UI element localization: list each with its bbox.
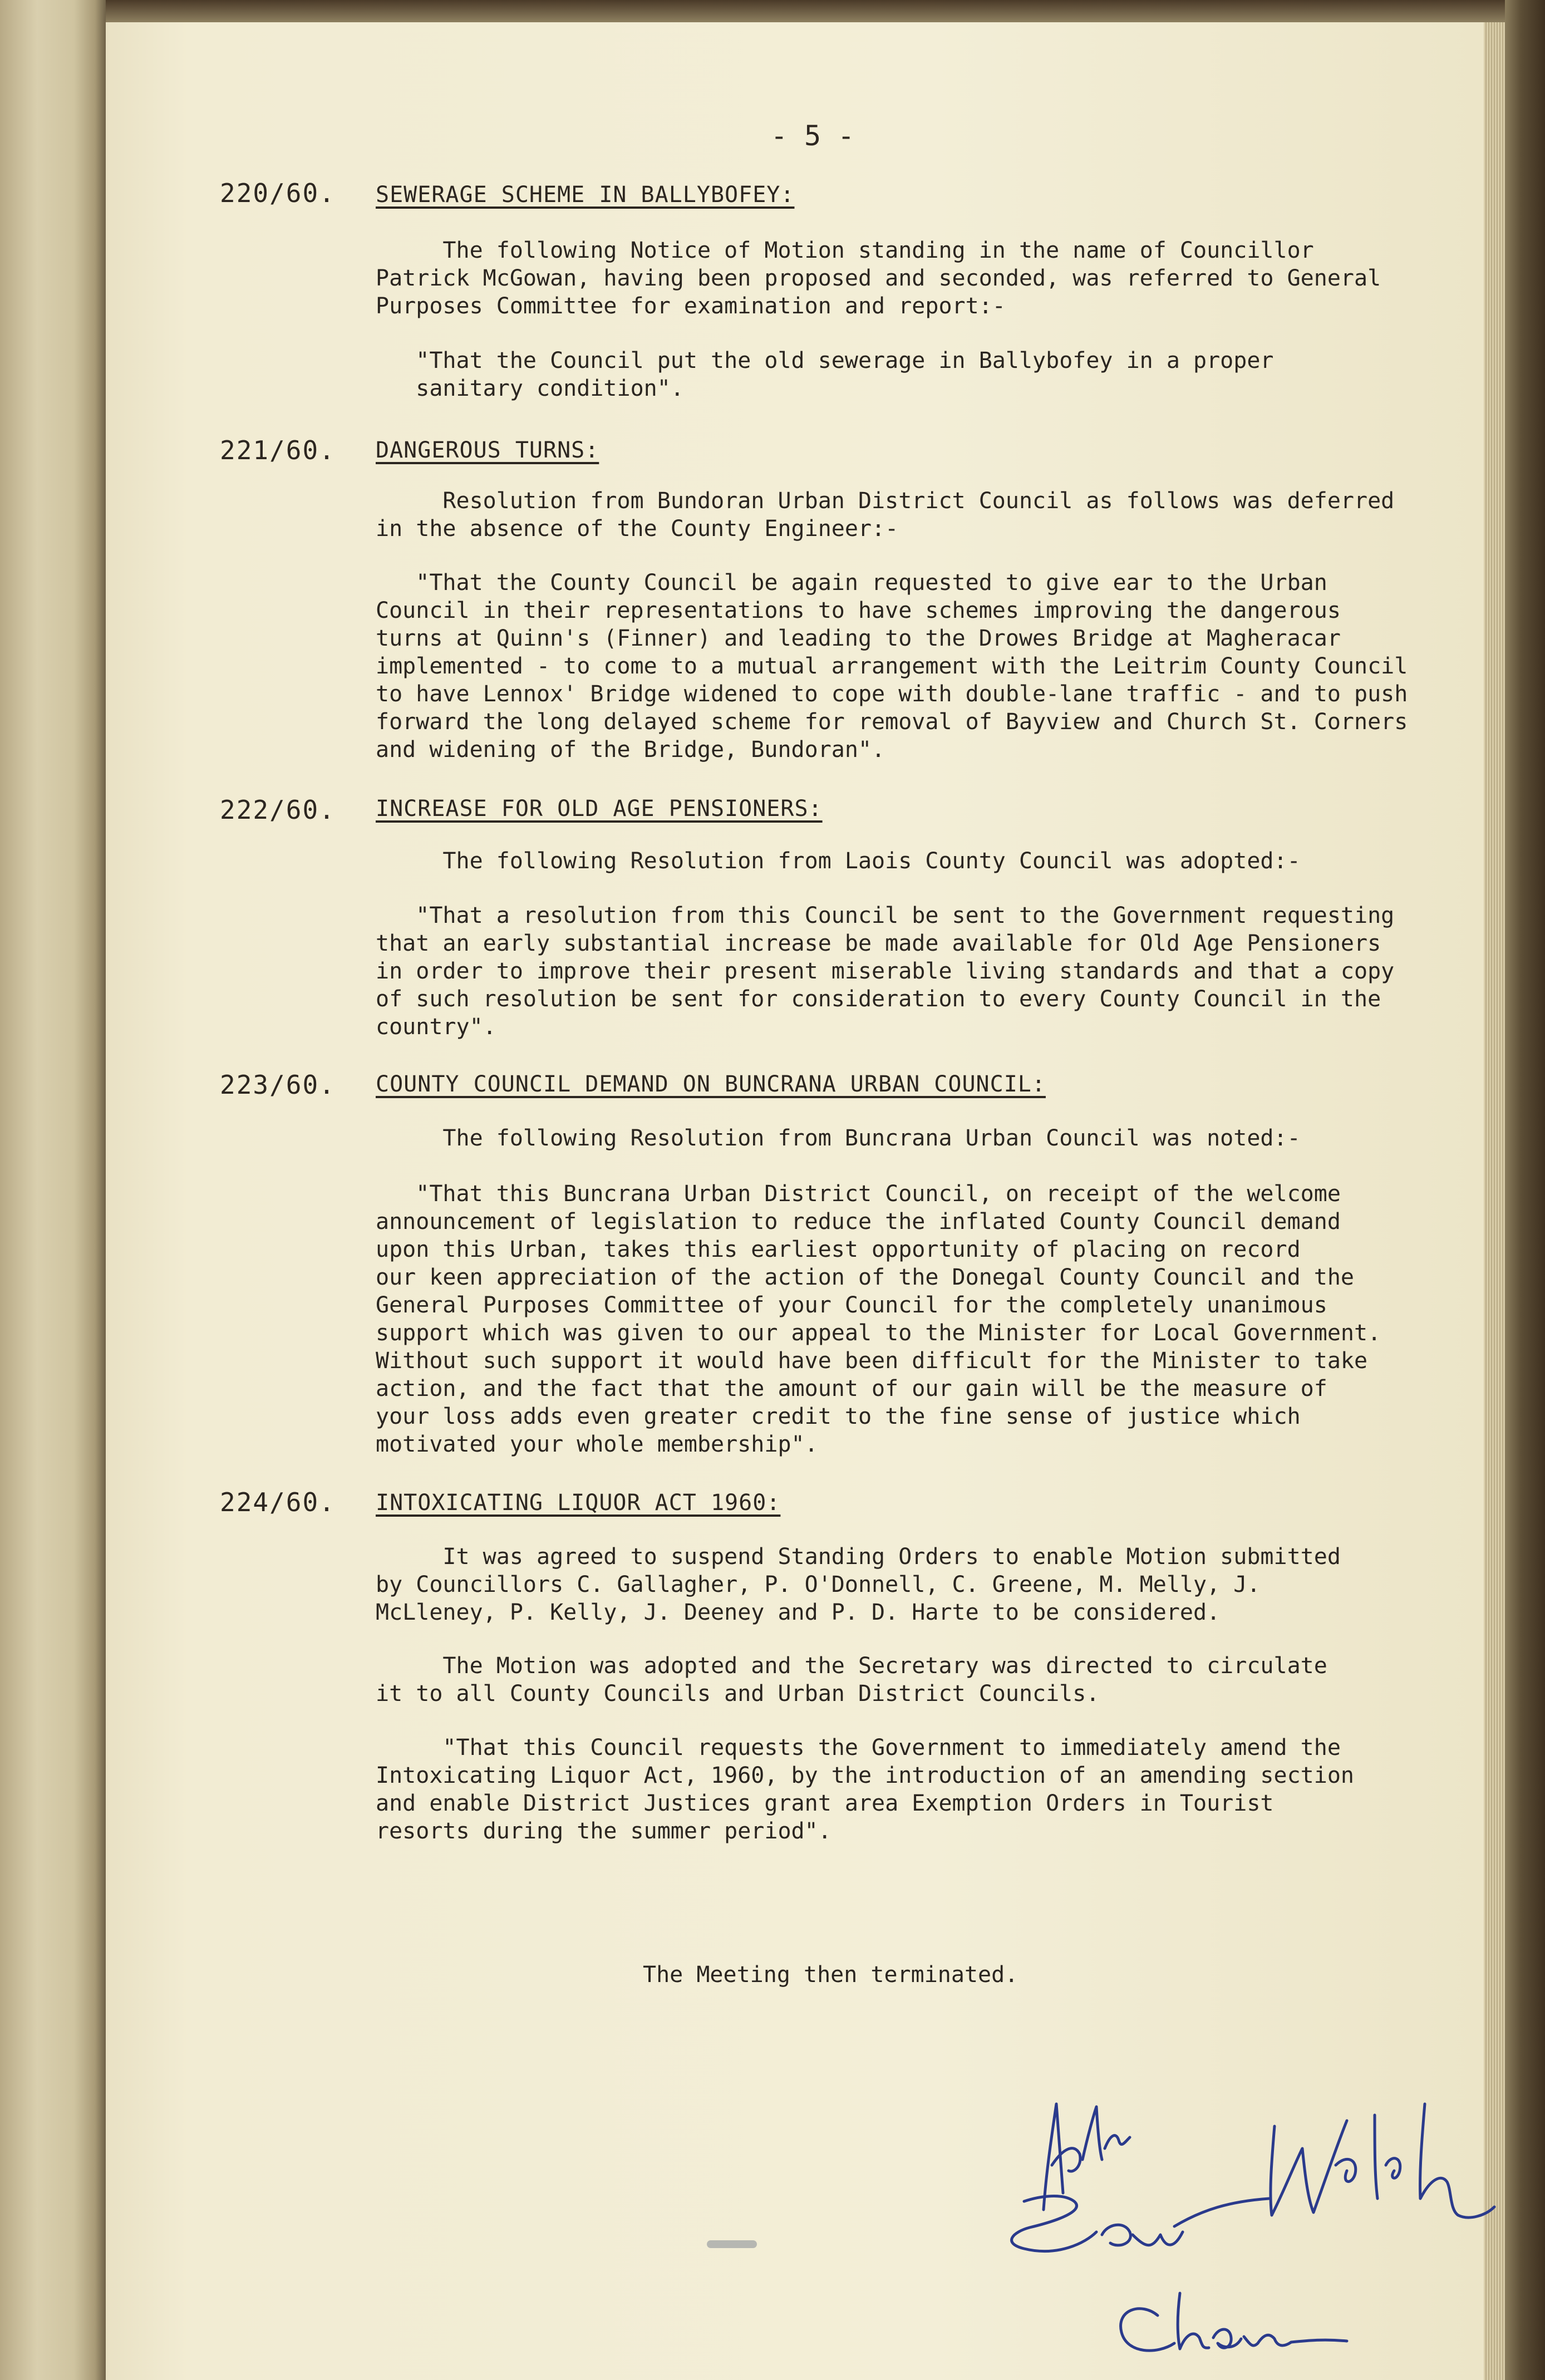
quoted-resolution: "That the County Council be again requested to give ear to the Urban Council in their representations to have schemes improving the dangerous turns at Quinn's (Finner) and leading to the Drowes Bridge at Magheracar implemented - to come to a mutual arrangement with the Leitrim County Council to have Lennox' Bridge widened to cope with double-lane traffic - and to push forward the long delayed scheme for removal of Bayview and Church St. Corners and widening of the Bridge, Bundoran". xyxy=(376,570,1408,763)
book-top-edge xyxy=(0,0,1545,22)
page-stack-edge xyxy=(1484,22,1505,2380)
minute-number: 223/60. xyxy=(220,1070,336,1100)
meeting-closing-line: The Meeting then terminated. xyxy=(643,1962,1018,1988)
minute-number: 220/60. xyxy=(220,178,336,208)
quoted-resolution: "That this Buncrana Urban District Council, on receipt of the welcome announcement of legislation to reduce the inflated County Council demand upon this Urban, takes this earliest opportunity of placing on record our keen appreciation of the action of the Donegal County Council and the General Purposes Committee of your Council for the completely unanimous support which was given to our appeal to the Minister for Local Government. Without such support it would have been difficult for the Minister to take action, and the fact that the amount of our gain will be the measure of your loss adds even greater credit to the fine sense of justice which motivated your whole membership". xyxy=(376,1181,1381,1457)
minute-heading: INTOXICATING LIQUOR ACT 1960: xyxy=(376,1490,781,1516)
minute-paragraph: It was agreed to suspend Standing Orders to enable Motion submitted by Councillors C. Gallagher, P. O'Donnell, C. Greene, M. Melly, J. McLleney, P. Kelly, J. Deeney and P. D. Harte to be considered. xyxy=(376,1544,1341,1625)
minute-paragraph: The Motion was adopted and the Secretary was directed to circulate it to all County Councils and Urban District Councils. xyxy=(376,1653,1327,1707)
quoted-resolution: "That the Council put the old sewerage in Ballybofey in a proper sanitary condition". xyxy=(416,348,1274,401)
minute-paragraph: Resolution from Bundoran Urban District Council as follows was deferred in the absence of the County Engineer:- xyxy=(376,488,1395,542)
minute-number: 221/60. xyxy=(220,435,336,465)
minute-heading: COUNTY COUNCIL DEMAND ON BUNCRANA URBAN COUNCIL: xyxy=(376,1071,1046,1097)
minute-paragraph: The following Resolution from Laois County Council was adopted:- xyxy=(376,848,1301,874)
book-right-edge xyxy=(1505,0,1545,2380)
quoted-resolution: "That this Council requests the Government to immediately amend the Intoxicating Liquor Act, 1960, by the introduction of an amending section and enable District Justices grant area Exemption Orders in Tourist resorts during the summer period". xyxy=(376,1735,1354,1844)
page-number: - 5 - xyxy=(770,120,855,152)
ink-smudge xyxy=(707,2240,757,2248)
minute-paragraph: The following Notice of Motion standing in the name of Councillor Patrick McGowan, having been proposed and seconded, was referred to General Purposes Committee for examination and report:- xyxy=(376,238,1381,319)
minute-paragraph: The following Resolution from Buncrana Urban Council was noted:- xyxy=(376,1125,1301,1151)
quoted-resolution: "That a resolution from this Council be sent to the Government requesting that an early substantial increase be made available for Old Age Pensioners in order to improve their present miserable living standards and that a copy of such resolution be sent for consideration to every County Council in the country". xyxy=(376,903,1395,1040)
minute-heading: DANGEROUS TURNS: xyxy=(376,437,599,463)
minute-number: 224/60. xyxy=(220,1487,336,1517)
minute-heading: SEWERAGE SCHEME IN BALLYBOFEY: xyxy=(376,182,795,208)
book-gutter xyxy=(0,0,106,2380)
chairman-signature xyxy=(991,2082,1503,2371)
minute-heading: INCREASE FOR OLD AGE PENSIONERS: xyxy=(376,796,823,822)
minute-number: 222/60. xyxy=(220,795,336,825)
